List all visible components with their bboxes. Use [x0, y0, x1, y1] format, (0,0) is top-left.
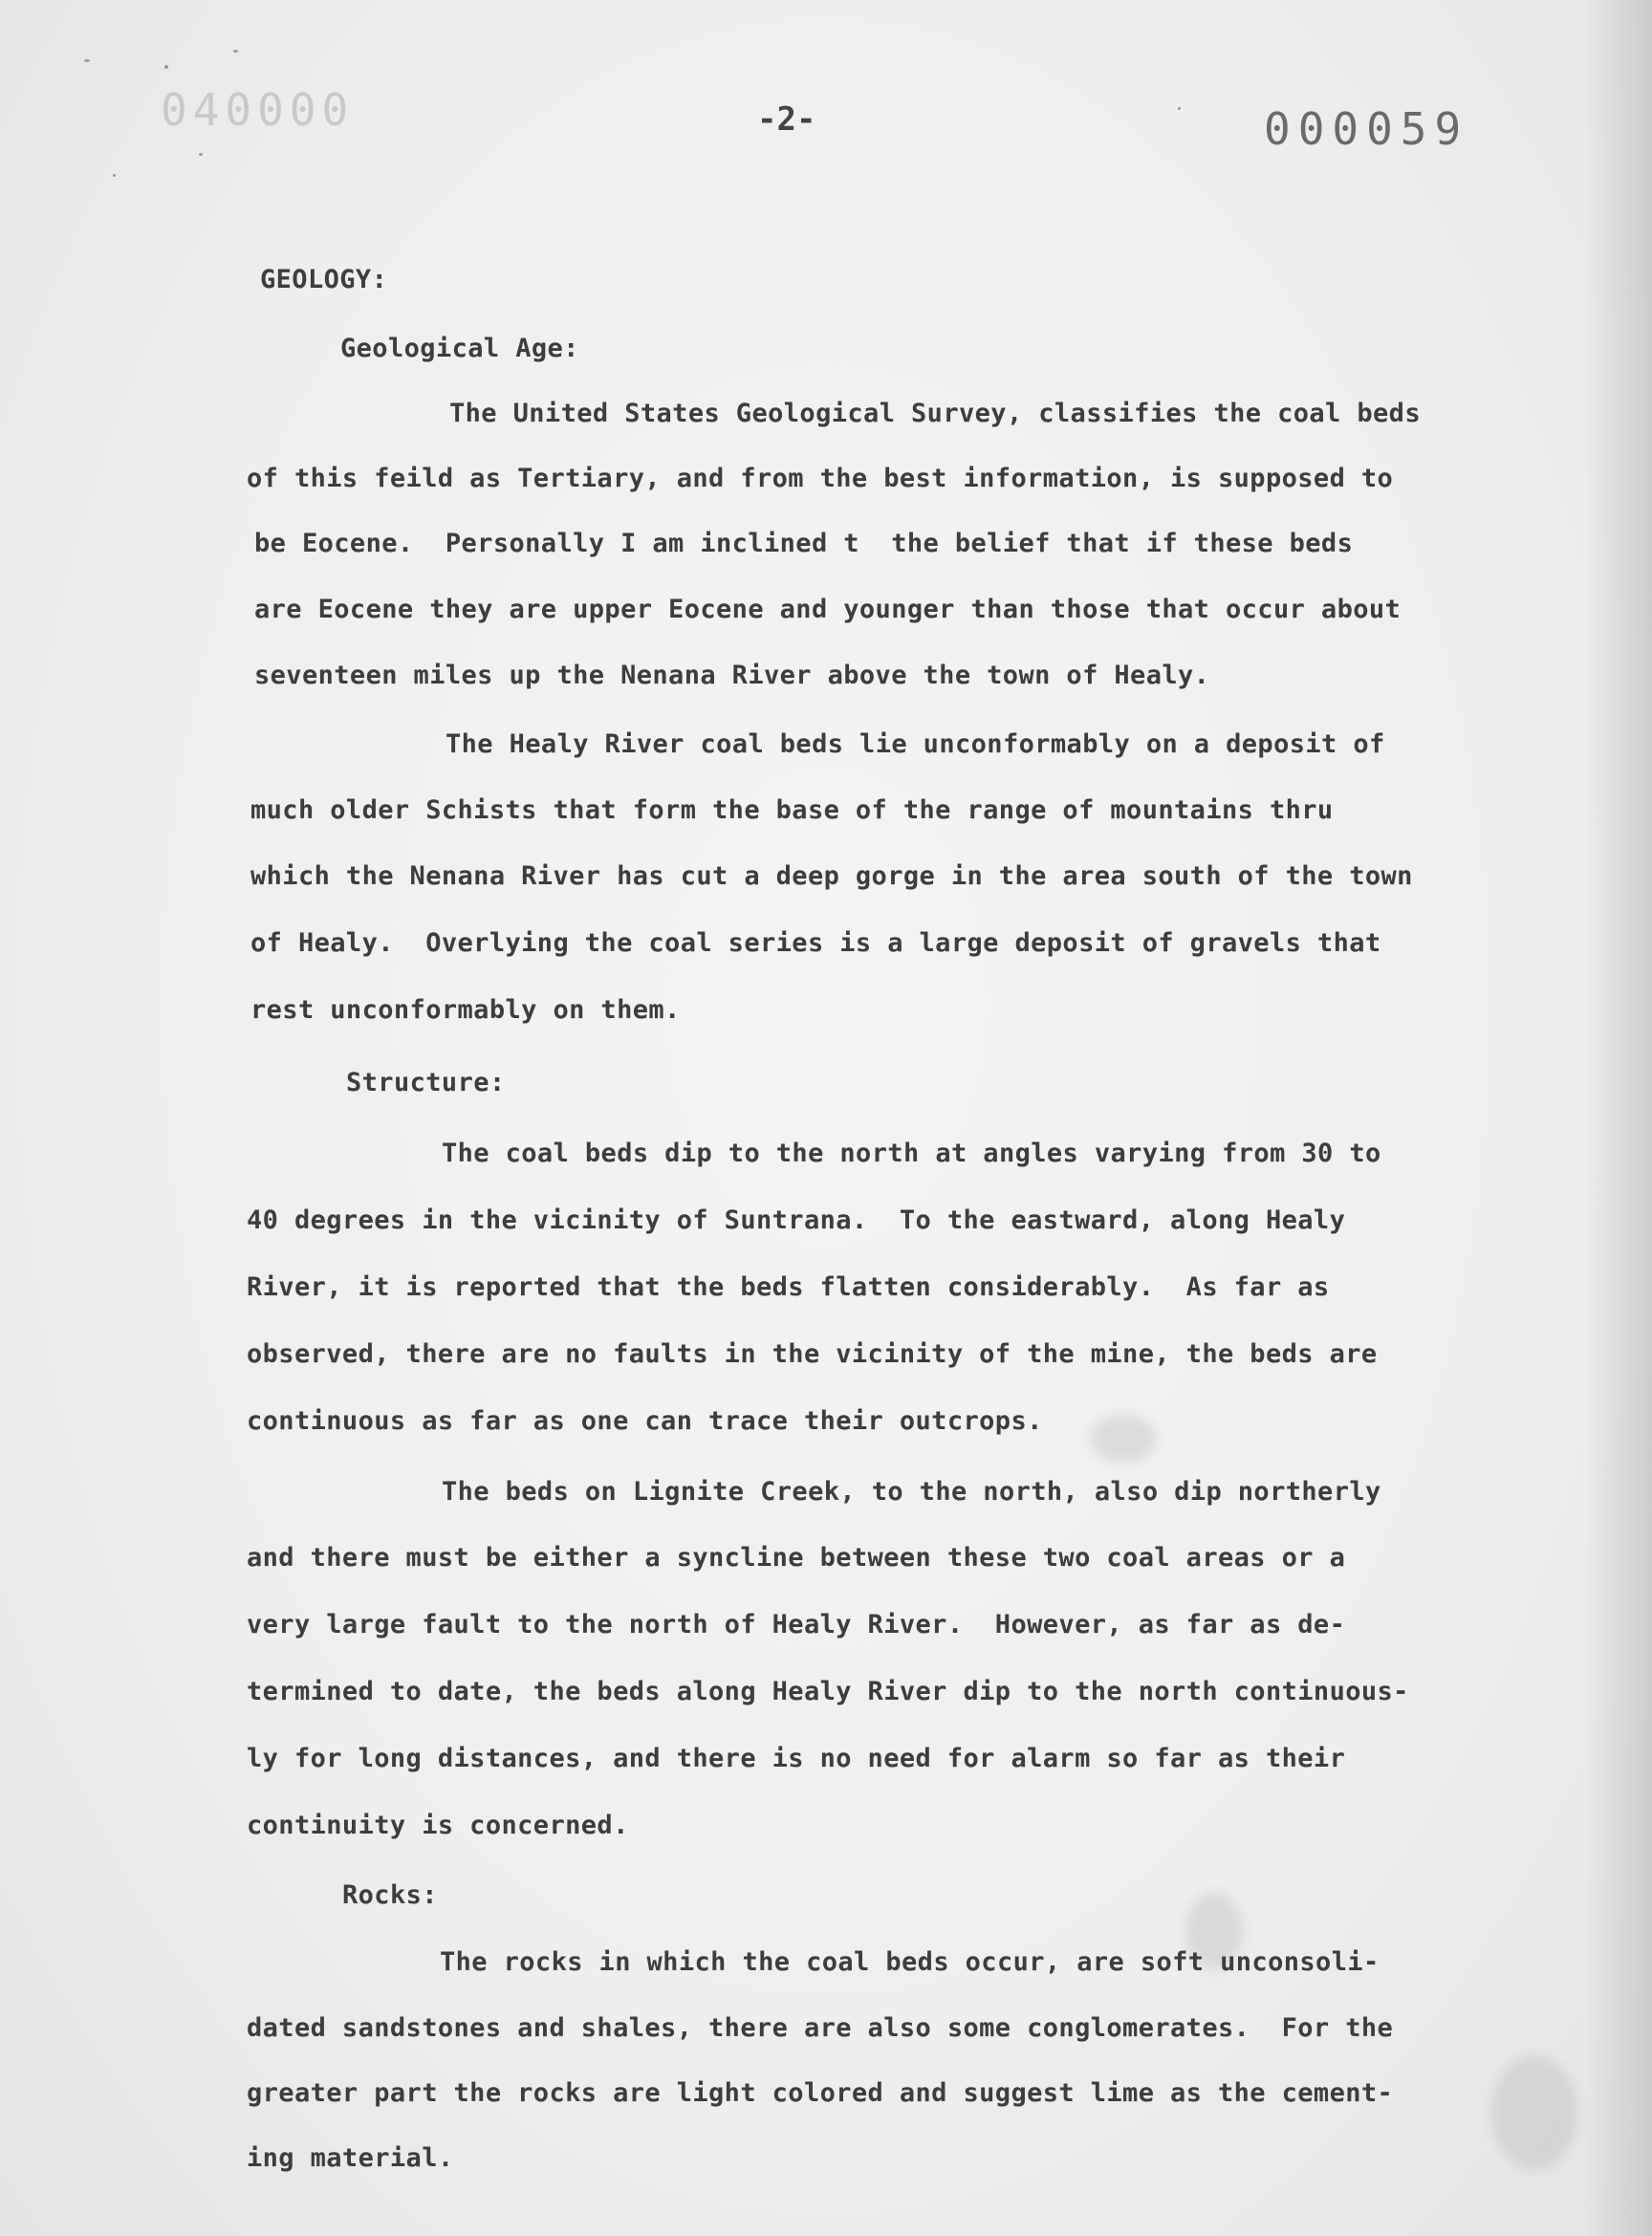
speck [164, 65, 168, 69]
speck [1178, 107, 1181, 110]
text-line: ing material. [247, 2143, 454, 2173]
text-line: much older Schists that form the base of the range of mountains thru [250, 795, 1334, 825]
text-line: very large fault to the north of Healy River. However, as far as de- [247, 1610, 1346, 1639]
speck [84, 59, 90, 62]
text-line: rest unconformably on them. [250, 995, 681, 1025]
smudge [1491, 2055, 1577, 2170]
text-line: The coal beds dip to the north at angles varying from 30 to [442, 1139, 1381, 1168]
section-heading: GEOLOGY: [260, 265, 388, 294]
archive-stamp-left: 040000 [161, 84, 355, 136]
text-line: greater part the rocks are light colored and suggest lime as the cement- [247, 2078, 1394, 2108]
text-line: The United States Geological Survey, classifies the coal beds [449, 399, 1421, 428]
text-line: The rocks in which the coal beds occur, are soft unconsoli- [440, 1947, 1380, 1977]
text-line: observed, there are no faults in the vicinity of the mine, the beds are [247, 1339, 1378, 1369]
text-line: be Eocene. Personally I am inclined t the belief that if these beds [254, 529, 1354, 558]
subsection-heading-structure: Structure: [346, 1068, 506, 1097]
page-number: -2- [757, 100, 816, 139]
text-line: The Healy River coal beds lie unconformably on a deposit of [446, 729, 1385, 759]
text-line: River, it is reported that the beds flatten considerably. As far as [247, 1272, 1330, 1302]
text-line: The beds on Lignite Creek, to the north, also dip northerly [442, 1477, 1381, 1507]
speck [233, 50, 238, 53]
text-line: which the Nenana River has cut a deep gorge in the area south of the town [250, 861, 1413, 891]
page-edge-shadow [1585, 0, 1652, 2236]
subsection-heading-rocks: Rocks: [342, 1880, 438, 1910]
subsection-heading-geological-age: Geological Age: [340, 334, 579, 363]
text-line: and there must be either a syncline between these two coal areas or a [247, 1543, 1346, 1573]
text-line: of this feild as Tertiary, and from the best information, is supposed to [247, 464, 1394, 493]
text-line: are Eocene they are upper Eocene and younger than those that occur about [254, 595, 1402, 624]
speck [113, 174, 116, 177]
text-line: dated sandstones and shales, there are also some conglomerates. For the [247, 2013, 1394, 2043]
text-line: termined to date, the beds along Healy River dip to the north continuous- [247, 1677, 1409, 1706]
text-line: 40 degrees in the vicinity of Suntrana. To the eastward, along Healy [247, 1205, 1346, 1235]
text-line: continuous as far as one can trace their outcrops. [247, 1406, 1043, 1436]
text-line: of Healy. Overlying the coal series is a large deposit of gravels that [250, 928, 1381, 958]
text-line: continuity is concerned. [247, 1811, 629, 1840]
text-line: ly for long distances, and there is no need for alarm so far as their [247, 1744, 1346, 1773]
speck [199, 153, 203, 156]
text-line: seventeen miles up the Nenana River above the town of Healy. [254, 661, 1210, 690]
archive-stamp-right: 000059 [1264, 103, 1469, 155]
